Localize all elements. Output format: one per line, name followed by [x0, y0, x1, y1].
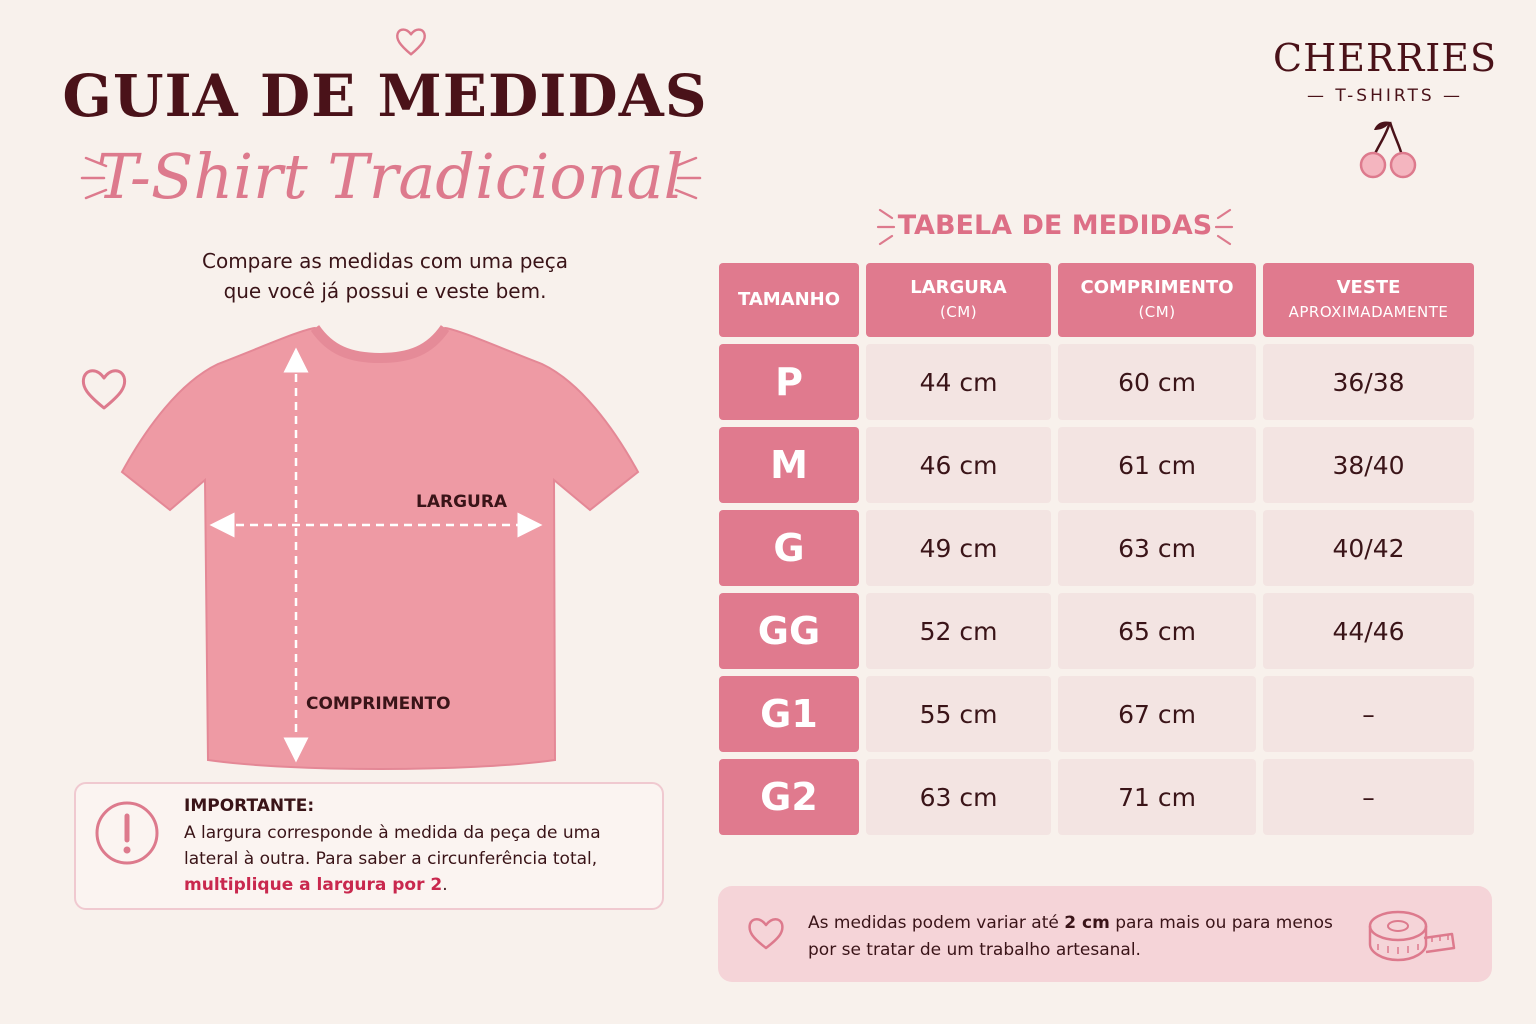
table-cell-length: 63 cm: [1058, 510, 1256, 586]
important-text: [184, 820, 644, 898]
important-title: IMPORTANTE:: [184, 796, 315, 816]
table-cell-width: 63 cm: [866, 759, 1051, 835]
header-length-line1: COMPRIMENTO: [1080, 277, 1234, 298]
important-text-end: .: [442, 875, 448, 895]
table-cell-length: 65 cm: [1058, 593, 1256, 669]
heart-outline-icon: [392, 22, 430, 60]
table-cell-fits: 44/46: [1263, 593, 1474, 669]
table-cell-width: 44 cm: [866, 344, 1051, 420]
table-cell-fits: –: [1263, 676, 1474, 752]
important-text-start: A largura corresponde à medida da peça de uma lateral à outra. Para saber a circunferência total,: [184, 823, 601, 869]
table-cell-fits: –: [1263, 759, 1474, 835]
note-text-bold: 2 cm: [1064, 913, 1110, 933]
table-cell-fits: 38/40: [1263, 427, 1474, 503]
intro-text: [140, 246, 630, 306]
intro-line-1: Compare as medidas com uma peça: [202, 249, 568, 273]
header-fits-line1: VESTE: [1336, 277, 1401, 298]
important-emphasis: multiplique a largura por 2: [184, 875, 443, 895]
width-label: LARGURA: [416, 492, 508, 512]
table-cell-fits: 36/38: [1263, 344, 1474, 420]
intro-line-2: que você já possui e veste bem.: [223, 279, 547, 303]
table-row-size: M: [719, 427, 859, 503]
exclamation-circle-icon: [94, 800, 160, 866]
sparkle-icon: [660, 148, 704, 208]
header-fits-line2: APROXIMADAMENTE: [1288, 303, 1449, 321]
table-cell-width: 49 cm: [866, 510, 1051, 586]
table-title: TABELA DE MEDIDAS: [897, 210, 1213, 241]
header-length-line2: (CM): [1138, 303, 1176, 321]
cherries-icon: [1356, 118, 1422, 180]
table-cell-length: 67 cm: [1058, 676, 1256, 752]
header-size-line1: TAMANHO: [737, 289, 841, 310]
header-width-line2: (CM): [939, 303, 978, 321]
brand-tagline: — T-SHIRTS —: [1306, 86, 1464, 106]
variation-note-text: [808, 910, 1348, 964]
page-title: GUIA DE MEDIDAS: [62, 62, 708, 130]
note-text-end: para mais ou para menos por se tratar de um trabalho artesanal.: [808, 913, 1333, 960]
note-text-start: As medidas podem variar até: [808, 913, 1065, 933]
table-row-size: P: [719, 344, 859, 420]
table-cell-fits: 40/42: [1263, 510, 1474, 586]
length-label: COMPRIMENTO: [306, 694, 451, 714]
table-row-size: G: [719, 510, 859, 586]
sparkle-icon: [1212, 204, 1236, 250]
header-length: [1058, 263, 1256, 337]
table-cell-width: 52 cm: [866, 593, 1051, 669]
table-cell-length: 60 cm: [1058, 344, 1256, 420]
brand-logo-name: CHERRIES: [1273, 36, 1497, 80]
table-row-size: G2: [719, 759, 859, 835]
heart-outline-icon: [744, 910, 788, 954]
header-size: [719, 263, 859, 337]
table-cell-width: 55 cm: [866, 676, 1051, 752]
table-cell-length: 71 cm: [1058, 759, 1256, 835]
table-cell-width: 46 cm: [866, 427, 1051, 503]
header-width: [866, 263, 1051, 337]
table-row-size: G1: [719, 676, 859, 752]
measuring-tape-icon: [1364, 904, 1458, 966]
header-fits: [1263, 263, 1474, 337]
table-cell-length: 61 cm: [1058, 427, 1256, 503]
header-width-line1: LARGURA: [910, 277, 1007, 298]
table-row-size: GG: [719, 593, 859, 669]
page-subtitle: T-Shirt Tradicional: [96, 140, 684, 213]
